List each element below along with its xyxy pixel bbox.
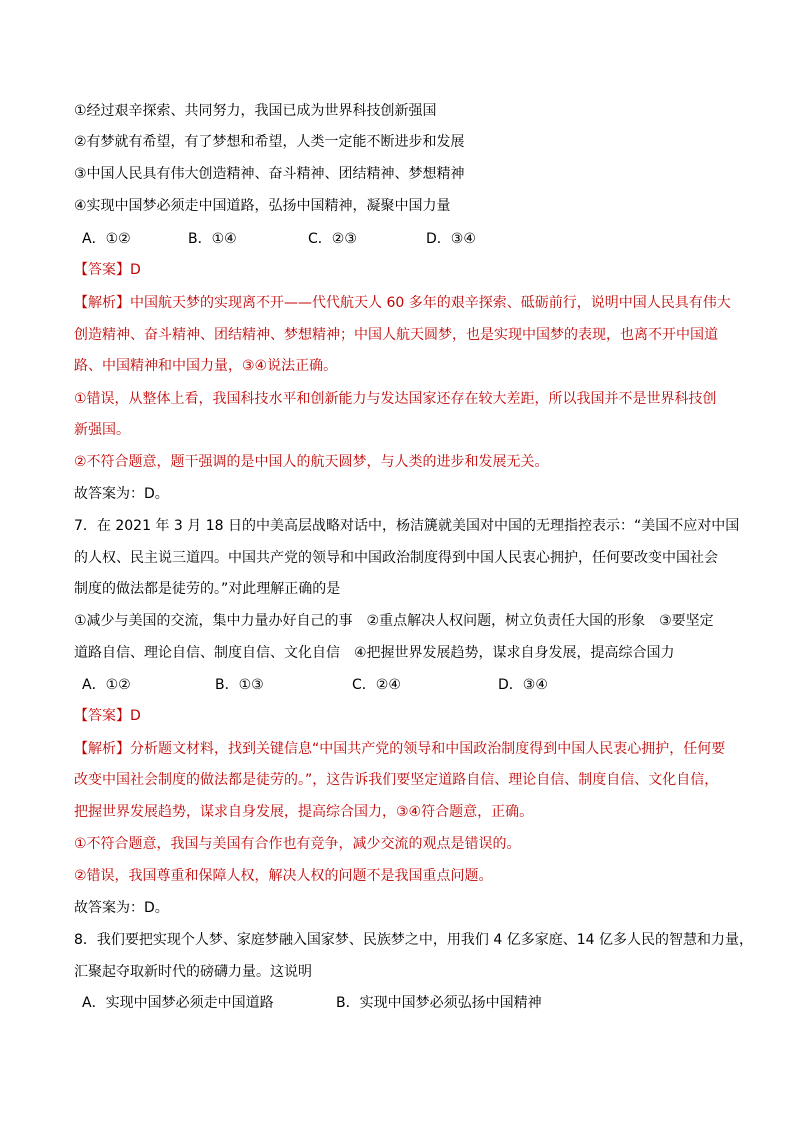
- statement-1: ①经过艰辛探索、共同努力，我国已成为世界科技创新强国: [74, 103, 437, 119]
- analysis-line: ②错误，我国尊重和保障人权，解决人权的问题不是我国重点问题。: [74, 868, 493, 884]
- question-stem: 8．我们要把实现个人梦、家庭梦融入国家梦、民族梦之中，用我们 4 亿多家庭、14 亿多人民的智慧和力量，: [74, 932, 753, 948]
- conclusion: 故答案为：D。: [74, 900, 169, 916]
- statement-4: ④实现中国梦必须走中国道路，弘扬中国精神，凝聚中国力量: [74, 198, 451, 214]
- option-b: B．实现中国梦必须弘扬中国精神: [336, 995, 542, 1011]
- statement-line: 道路自信、理论自信、制度自信、文化自信 ④把握世界发展趋势，谋求自身发展，提高综合国力: [74, 645, 675, 661]
- option-c: C．②③: [308, 231, 357, 247]
- question-stem: 的人权、民主说三道四。中国共产党的领导和中国政治制度得到中国人民衷心拥护，任何要改变中国社会: [74, 550, 718, 566]
- statement-line: ①减少与美国的交流，集中力量办好自己的事 ②重点解决人权问题，树立负责任大国的形象 ③要坚定: [74, 613, 714, 629]
- option-a: A．实现中国梦必须走中国道路: [82, 995, 274, 1011]
- analysis-line: 【解析】中国航天梦的实现离不开——代代航天人 60 多年的艰辛探索、砥砺前行，说明中国人民具有伟大: [74, 295, 731, 311]
- statement-2: ②有梦就有希望，有了梦想和希望，人类一定能不断进步和发展: [74, 134, 465, 150]
- analysis-line: 把握世界发展趋势，谋求自身发展，提高综合国力，③④符合题意，正确。: [74, 804, 534, 820]
- option-a: A．①②: [82, 677, 131, 693]
- analysis-line: 改变中国社会制度的做法都是徒劳的。”，这告诉我们要坚定道路自信、理论自信、制度自信、文化自信，: [74, 772, 719, 788]
- analysis-line: 【解析】分析题文材料，找到关键信息“中国共产党的领导和中国政治制度得到中国人民衷心拥护，任何要: [74, 741, 726, 757]
- question-stem: 汇聚起夺取新时代的磅礴力量。这说明: [74, 964, 312, 980]
- conclusion: 故答案为：D。: [74, 486, 169, 502]
- answer: 【答案】D: [74, 708, 141, 724]
- analysis-line: 路、中国精神和中国力量，③④说法正确。: [74, 358, 338, 374]
- question-stem: 7．在 2021 年 3 月 18 日的中美高层战略对话中，杨洁篪就美国对中国的无理指控表示：“美国不应对中国: [74, 518, 740, 534]
- option-b: B．①④: [188, 231, 237, 247]
- option-c: C．②④: [352, 677, 401, 693]
- analysis-line: ①不符合题意，我国与美国有合作也有竞争，减少交流的观点是错误的。: [74, 836, 521, 852]
- option-a: A．①②: [82, 231, 131, 247]
- option-d: D．③④: [498, 677, 548, 693]
- option-d: D．③④: [426, 231, 476, 247]
- answer: 【答案】D: [74, 262, 141, 278]
- analysis-line: ①错误，从整体上看，我国科技水平和创新能力与发达国家还存在较大差距，所以我国并不是世界科技创: [74, 391, 717, 407]
- analysis-line: ②不符合题意，题干强调的是中国人的航天圆梦，与人类的进步和发展无关。: [74, 454, 549, 470]
- analysis-line: 新强国。: [74, 422, 130, 438]
- analysis-line: 创造精神、奋斗精神、团结精神、梦想精神；中国人航天圆梦，也是实现中国梦的表现，也离不开中国道: [74, 327, 718, 343]
- statement-3: ③中国人民具有伟大创造精神、奋斗精神、团结精神、梦想精神: [74, 166, 465, 182]
- question-stem: 制度的做法都是徒劳的。”对此理解正确的是: [74, 581, 341, 597]
- option-b: B．①③: [215, 677, 264, 693]
